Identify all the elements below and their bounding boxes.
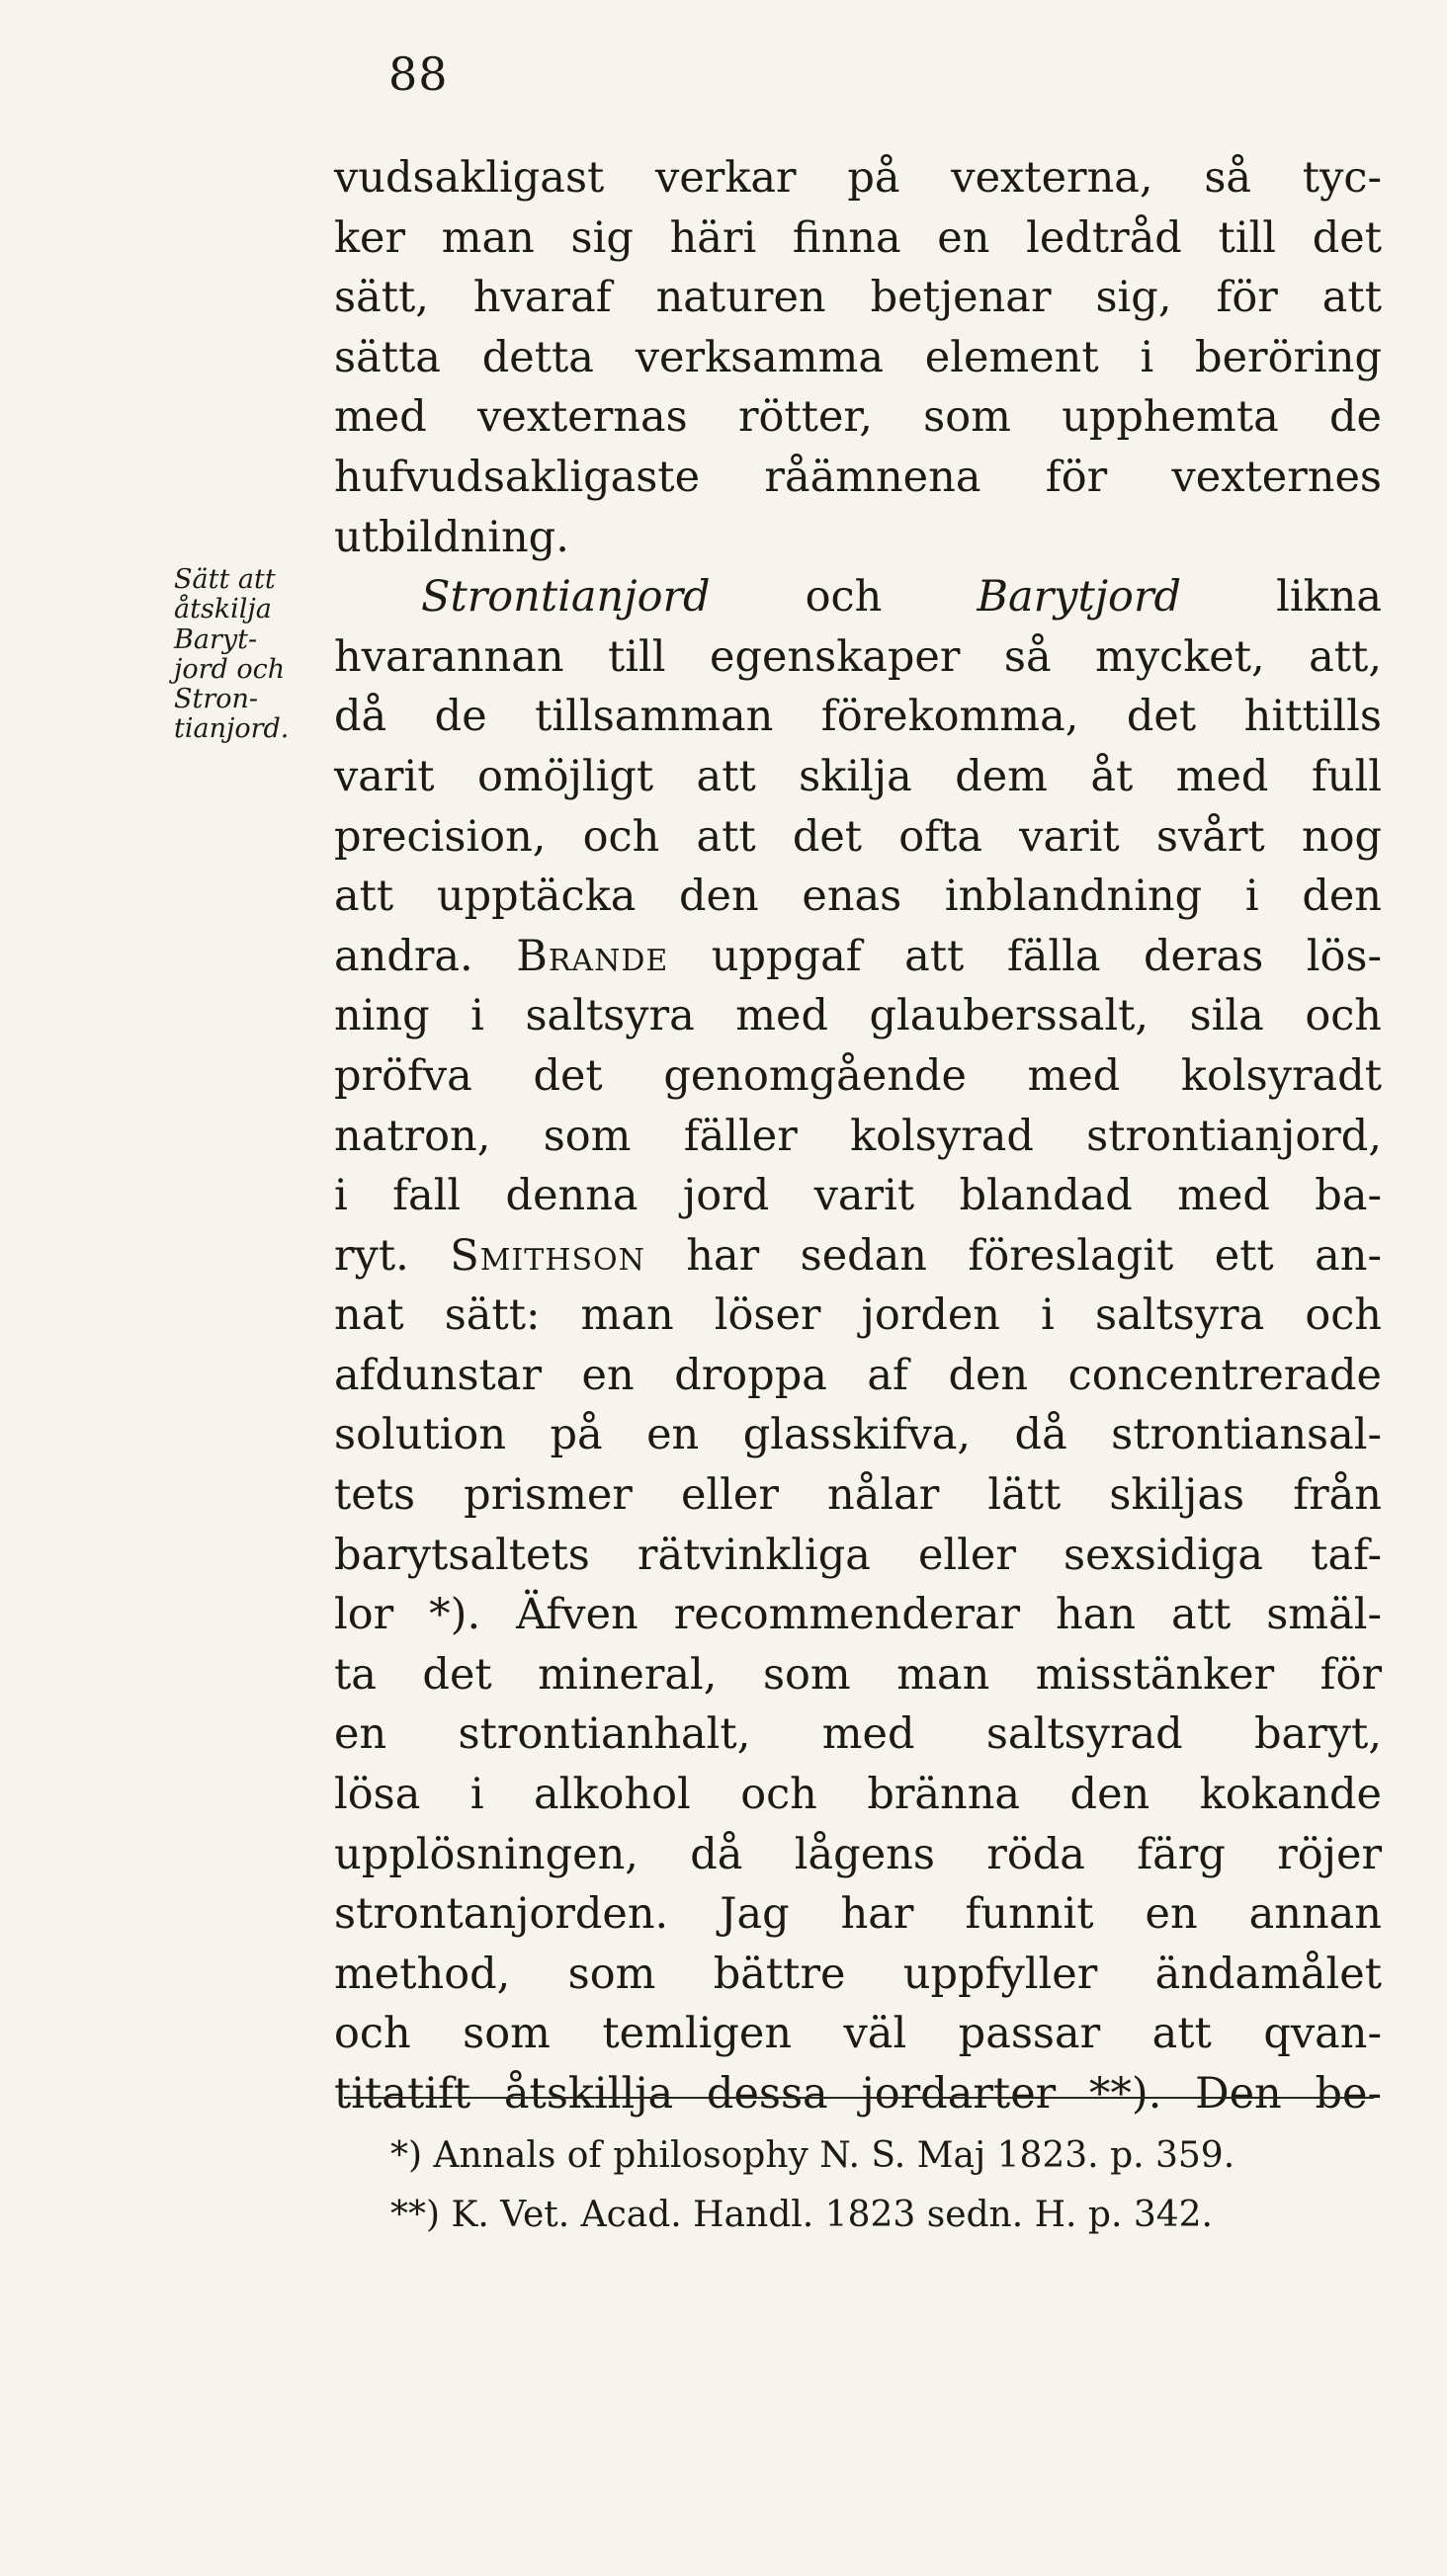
text-run: andra. [334, 931, 473, 981]
text-line: tets prismer eller nålar lätt skiljas från [334, 1470, 1382, 1521]
text-line: strontanjorden. Jag har funnit en annan [334, 1889, 1382, 1940]
margin-note-line: Baryt- [174, 623, 258, 655]
term-barytjord: Barytjord [977, 572, 1182, 623]
text-line: varit omöjligt att skilja dem åt med full [334, 751, 1382, 801]
page-number: 88 [388, 47, 449, 101]
author-name-smithson: Smithson [450, 1230, 645, 1281]
text-run: har sedan föreslagit ett an- [644, 1230, 1382, 1281]
text-line: utbildning. [334, 512, 569, 562]
term-strontianjord: Strontianjord [421, 572, 711, 623]
text-line-paragraph-start [334, 567, 1382, 627]
margin-note-line: tianjord. [174, 713, 290, 745]
text-line: solution på en glasskifva, då strontiansal- [334, 1410, 1382, 1460]
text-run: uppgaf att fälla deras lös- [668, 931, 1382, 981]
text-line: titatift åtskillja dessa jordarter **). Den be- [334, 2069, 1382, 2119]
text-line: i fall denna jord varit blandad med ba- [334, 1171, 1382, 1221]
text-line: och som temligen väl passar att qvan- [334, 2009, 1382, 2059]
text-line: pröfva det genomgående med kolsyradt [334, 1050, 1382, 1101]
text-line: hvarannan till egenskaper så mycket, att, [334, 631, 1382, 682]
text-line: precision, och att det ofta varit svårt nog [334, 811, 1382, 862]
text-run: och [710, 572, 978, 623]
text-line [334, 1226, 1382, 1287]
text-line: en strontianhalt, med saltsyrad baryt, [334, 1709, 1382, 1760]
text-line: vudsakligast verkar på vexterna, så tyc- [334, 153, 1382, 203]
text-line: afdunstar en droppa af den concentrerade [334, 1350, 1382, 1400]
footnote-divider [344, 2097, 1374, 2099]
text-line: nat sätt: man löser jorden i saltsyra och [334, 1290, 1382, 1341]
text-run: ryt. [334, 1230, 409, 1281]
margin-note-line: åtskilja [174, 594, 272, 625]
text-line: ta det mineral, som man misstänker för [334, 1649, 1382, 1700]
margin-note [174, 565, 332, 745]
margin-note-line: Sätt att [174, 564, 276, 595]
text-line: hufvudsakligaste råämnena för vexternes [334, 452, 1382, 502]
text-line: upplösningen, då lågens röda färg röjer [334, 1829, 1382, 1879]
text-line: lösa i alkohol och bränna den kokande [334, 1770, 1382, 1820]
text-line: natron, som fäller kolsyrad strontianjord, [334, 1111, 1382, 1161]
text-line: method, som bättre uppfyller ändamålet [334, 1949, 1382, 1999]
footnote: **) K. Vet. Acad. Handl. 1823 sedn. H. p. 342. [390, 2195, 1213, 2235]
text-line: ning i saltsyra med glauberssalt, sila och [334, 991, 1382, 1041]
text-run: likna [1181, 572, 1382, 623]
text-line: lor *). Äfven recommenderar han att smäl- [334, 1590, 1382, 1640]
text-line: med vexternas rötter, som upphemta de [334, 392, 1382, 443]
text-line: då de tillsamman förekomma, det hittills [334, 692, 1382, 742]
text-line: sätta detta verksamma element i beröring [334, 332, 1382, 382]
text-line: barytsaltets rätvinkliga eller sexsidiga taf- [334, 1530, 1382, 1580]
footnotes [390, 2126, 1379, 2245]
text-line: att upptäcka den enas inblandning i den [334, 872, 1382, 922]
margin-note-line: Stron- [174, 684, 259, 715]
footnote: *) Annals of philosophy N. S. Maj 1823. p. 359. [390, 2135, 1235, 2176]
author-name-brande: Brande [516, 931, 669, 981]
text-line: ker man sig häri finna en ledtråd till det [334, 212, 1382, 263]
margin-note-line: jord och [174, 653, 286, 685]
text-line: sätt, hvaraf naturen betjenar sig, för att [334, 273, 1382, 323]
body-text [334, 148, 1382, 2124]
text-line [334, 927, 1382, 987]
